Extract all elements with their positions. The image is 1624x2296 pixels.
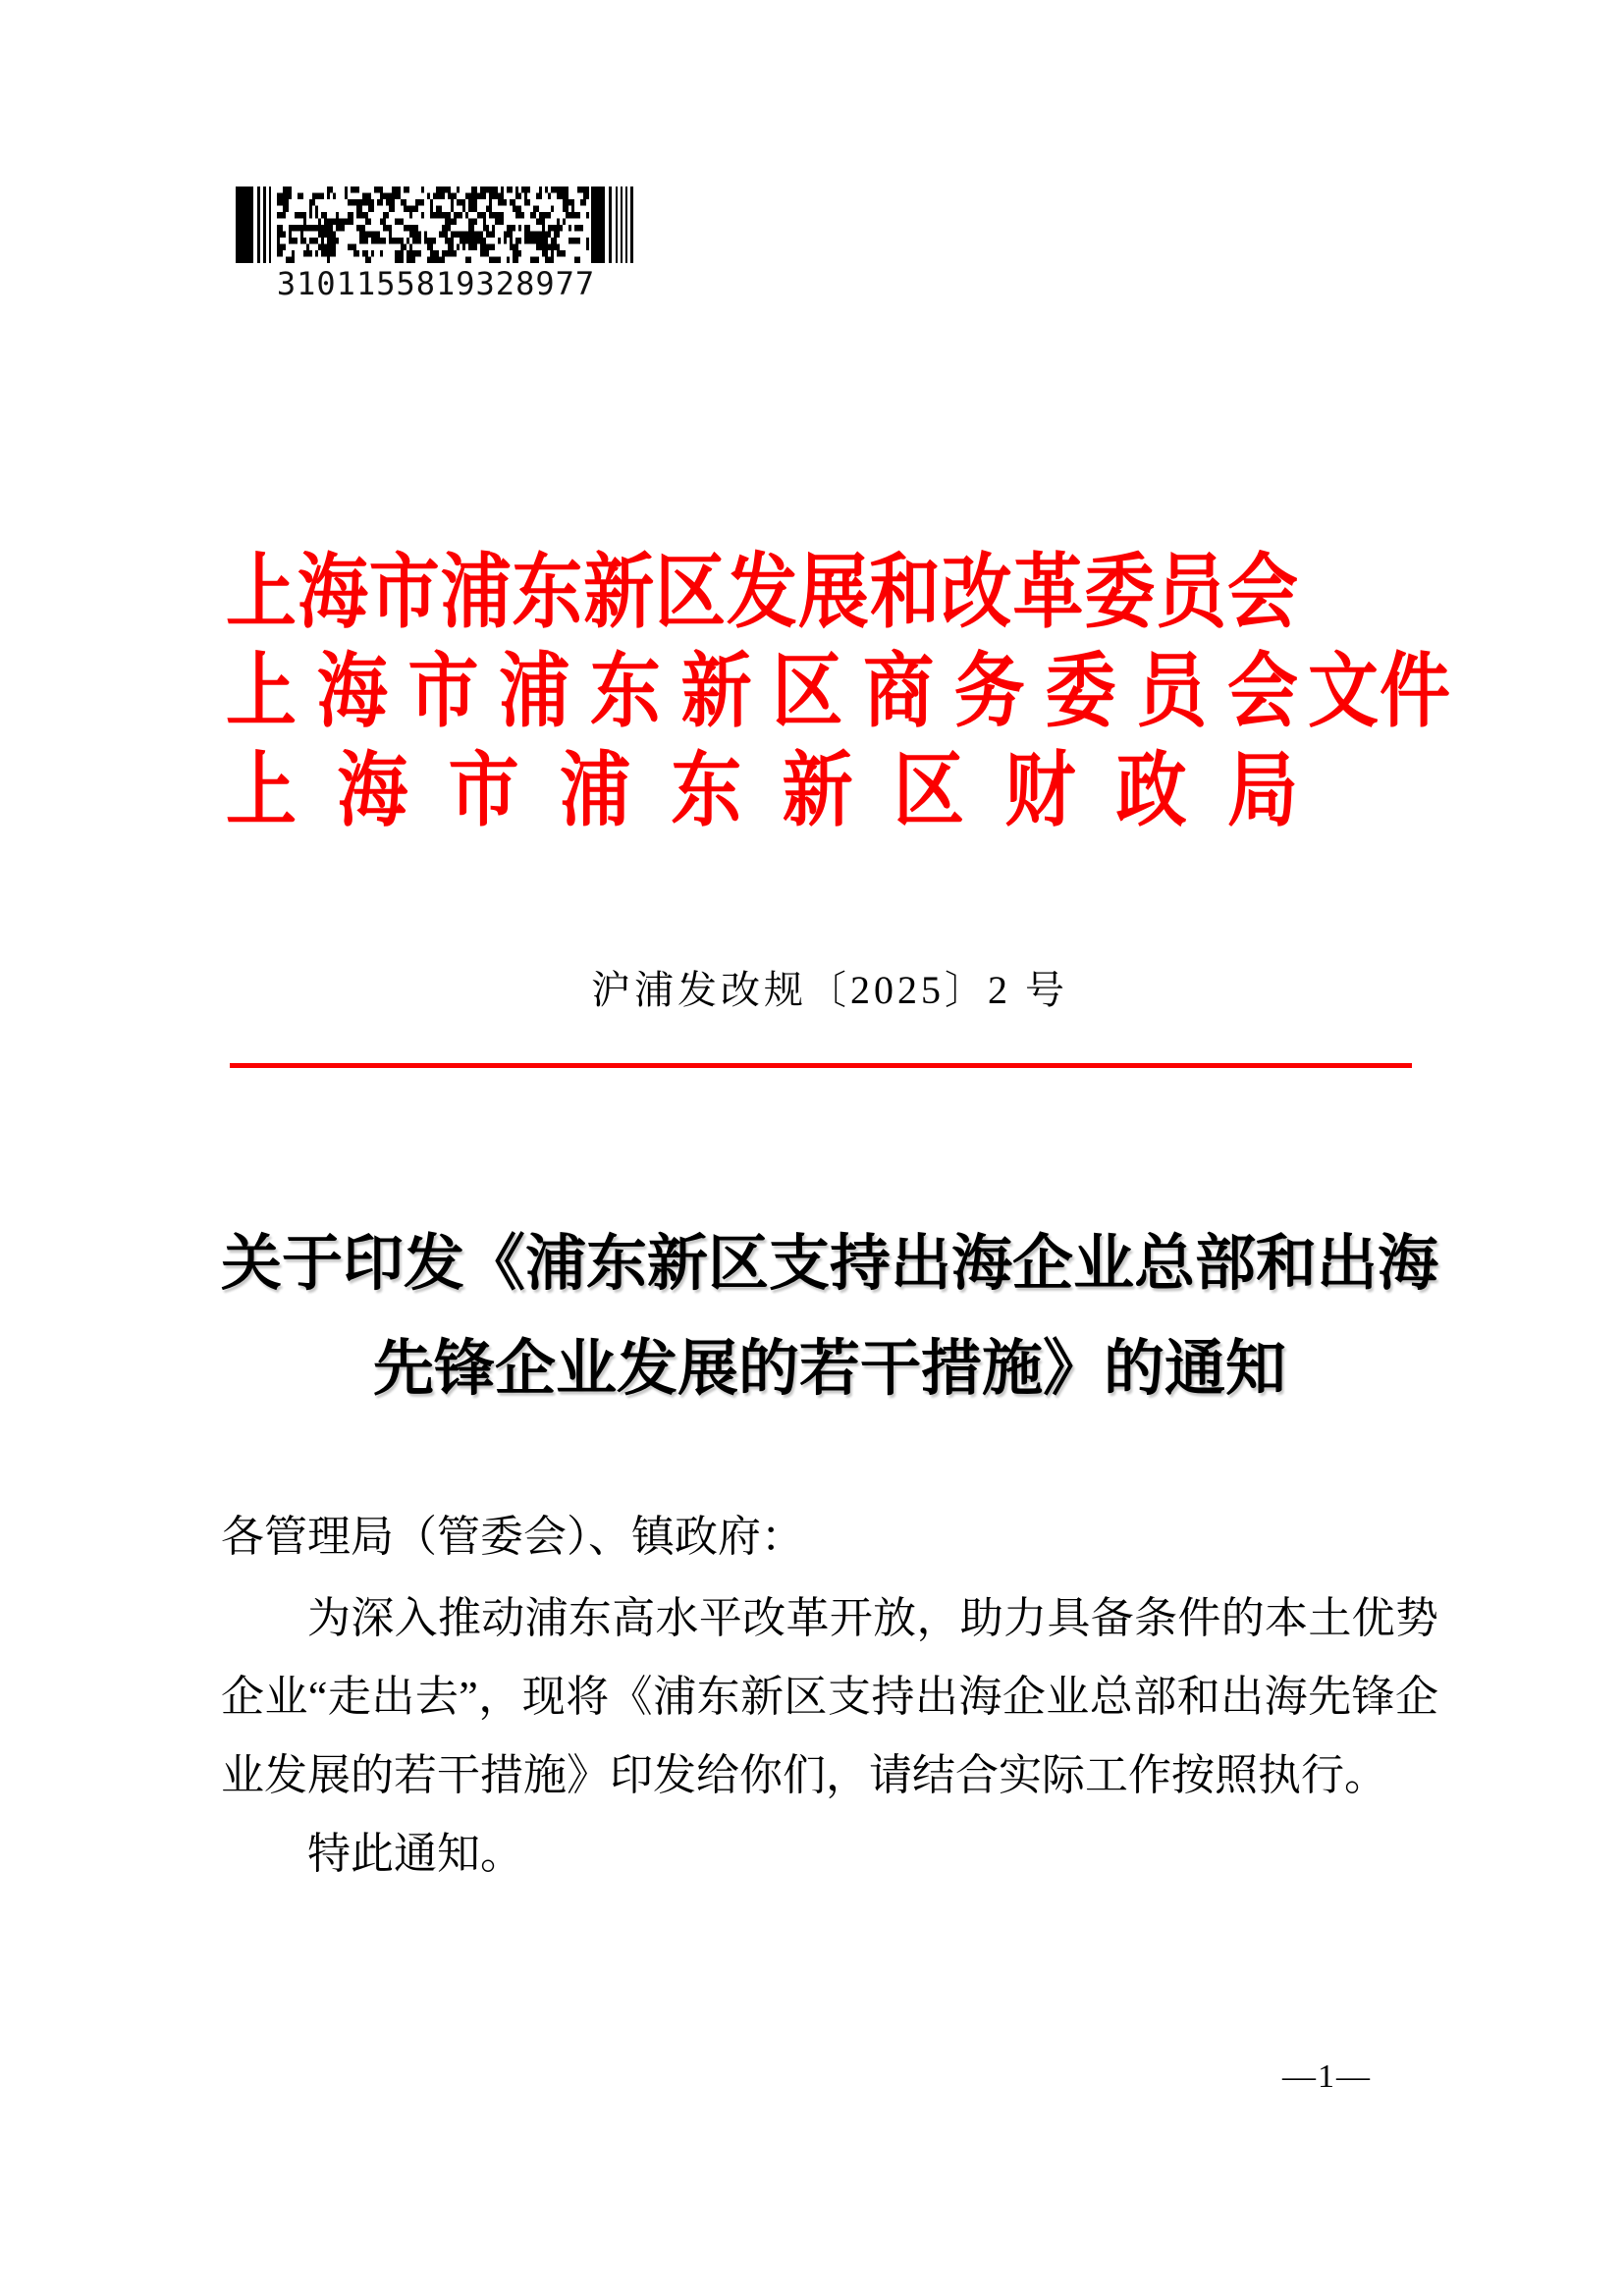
red-divider-line: [230, 1063, 1412, 1068]
document-title: [221, 1212, 1438, 1422]
barcode-number: 3101155819328977: [276, 265, 596, 302]
paragraph-line: 企业“走出去”，现将《浦东新区支持出海企业总部和出海先锋企: [221, 1673, 1438, 1721]
title-line-1: 关于印发《浦东新区支持出海企业总部和出海: [221, 1231, 1439, 1298]
agency-name-line-2: 上海市浦东新区商务委员会: [226, 646, 1298, 737]
document-word: 文件: [1308, 646, 1452, 737]
paragraph-line: 业发展的若干措施》印发给你们，请结合实际工作按照执行。: [221, 1751, 1387, 1799]
agency-name-line-3: 上海市浦东新区财政局: [226, 745, 1298, 836]
document-number: 沪浦发改规〔2025〕2 号: [591, 968, 1068, 1012]
pdf417-barcode: [236, 187, 636, 263]
agency-name-line-1: 上海市浦东新区发展和改革委员会: [226, 547, 1298, 638]
document-body: [221, 1498, 1438, 1894]
title-line-2: 先锋企业发展的若干措施》的通知: [372, 1336, 1286, 1403]
paragraph-line: 为深入推动浦东高水平改革开放，助力具备条件的本土优势: [307, 1594, 1438, 1642]
salutation-line: 各管理局（管委会）、镇政府：: [221, 1513, 804, 1561]
closing-line: 特此通知。: [307, 1830, 523, 1878]
page-number: —1—: [1282, 2058, 1372, 2095]
red-letterhead: [226, 544, 1298, 841]
